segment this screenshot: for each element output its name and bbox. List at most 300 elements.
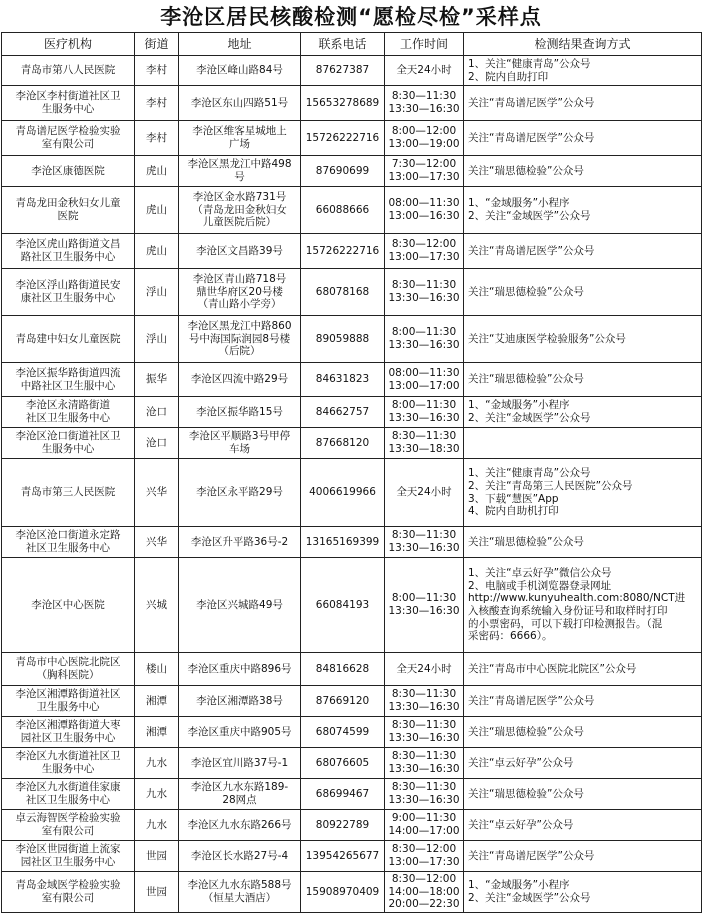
cell-line: 中路社区卫生服中心: [20, 379, 116, 392]
query-method-cell: [464, 779, 702, 810]
institution-cell: [2, 717, 135, 748]
address-cell: [179, 558, 301, 653]
cell-line: 13:30—16:30: [388, 701, 460, 713]
institution-cell: [2, 459, 135, 527]
cell-line: 8:30—12:00: [391, 238, 457, 251]
cell-line: （青岛龙田金秋妇女: [192, 203, 287, 216]
institution-cell: [2, 316, 135, 363]
table-row: [2, 459, 702, 527]
street-cell: 九水: [135, 779, 179, 810]
query-method-cell: [464, 86, 702, 121]
cell-line: 关注“卓云好孕”公众号: [468, 756, 574, 769]
address-cell: [179, 872, 301, 913]
query-method-cell: [464, 316, 702, 363]
table-row: [2, 779, 702, 810]
address-cell: [179, 187, 301, 234]
hours-cell: [385, 810, 464, 841]
cell-line: 号: [234, 171, 245, 183]
cell-line: 关注“瑞思德检验”公众号: [468, 373, 584, 386]
cell-line: 8:00—12:00: [391, 125, 457, 138]
street-cell: 李村: [135, 56, 179, 86]
table-row: [2, 234, 702, 269]
cell-line: 8:30—11:30: [391, 279, 457, 292]
cell-line: 室有限公司: [41, 138, 95, 150]
cell-line: 青岛市中心医院北院区: [15, 656, 121, 669]
address-cell: [179, 397, 301, 428]
table-row: [2, 269, 702, 316]
hours-cell: [385, 428, 464, 459]
street-cell: 湘潭: [135, 686, 179, 717]
institution-cell: [2, 686, 135, 717]
cell-line: 1、“金域服务”小程序: [468, 197, 570, 210]
cell-line: 李沧区重庆中路905号: [187, 725, 292, 738]
address-cell: [179, 717, 301, 748]
cell-line: 20:00—22:30: [388, 898, 460, 911]
cell-line: 8:30—11:30: [391, 750, 457, 763]
header-row: [2, 33, 702, 56]
address-cell: [179, 121, 301, 156]
cell-line: 李沧区中心医院: [31, 598, 105, 611]
hours-cell: [385, 748, 464, 779]
hours-cell: [385, 653, 464, 686]
query-method-cell: [464, 527, 702, 558]
cell-line: 8:30—12:00: [391, 843, 457, 856]
cell-line: 关注“瑞思德检验”公众号: [468, 725, 584, 738]
query-method-cell: [464, 156, 702, 187]
cell-line: 08:00—11:30: [388, 197, 460, 210]
cell-line: 8:30—11:30: [391, 781, 457, 794]
cell-line: 李沧区九水街道佳家康: [15, 781, 121, 794]
cell-line: 8:00—11:30: [391, 326, 457, 339]
cell-line: 生服务中心: [41, 103, 95, 115]
cell-line: 李沧区文昌路39号: [196, 244, 283, 257]
cell-line: 8:30—11:30: [391, 529, 457, 542]
address-cell: [179, 748, 301, 779]
address-cell: [179, 234, 301, 269]
cell-line: 青岛市第三人民医院: [20, 486, 116, 499]
cell-line: （青山路小学旁）: [197, 298, 282, 311]
cell-line: 李沧区虎山路街道文昌: [15, 238, 121, 251]
page-title: 李沧区居民核酸检测“愿检尽检”采样点: [160, 5, 542, 29]
institution-cell: [2, 872, 135, 913]
table-row: [2, 187, 702, 234]
cell-line: 李沧区九水街道社区卫: [15, 750, 121, 763]
cell-line: 关注“瑞思德检验”公众号: [468, 535, 584, 548]
header-cell: 医疗机构: [2, 33, 135, 56]
hours-cell: [385, 363, 464, 397]
cell-line: 08:00—11:30: [388, 366, 460, 379]
query-method-cell: [464, 397, 702, 428]
phone-cell: 84816628: [301, 653, 385, 686]
table-row: [2, 527, 702, 558]
institution-cell: [2, 810, 135, 841]
cell-line: 社区卫生服务中心: [26, 542, 110, 554]
hours-cell: [385, 86, 464, 121]
header-cell: 联系电话: [301, 33, 385, 56]
cell-line: 路社区卫生服务中心: [20, 251, 116, 263]
cell-line: 李沧区长水路27号-4: [190, 849, 289, 862]
hours-cell: [385, 872, 464, 913]
street-cell: 兴华: [135, 459, 179, 527]
cell-line: 广场: [229, 138, 250, 150]
cell-line: 7:30—12:00: [391, 158, 457, 171]
query-method-cell: [464, 810, 702, 841]
phone-cell: 68078168: [301, 269, 385, 316]
table-row: [2, 558, 702, 653]
cell-line: 园社区卫生服务中心: [20, 856, 116, 868]
cell-line: 李沧区九水东路266号: [187, 818, 292, 831]
institution-cell: [2, 363, 135, 397]
cell-line: 生服务中心: [41, 763, 95, 775]
table-row: [2, 810, 702, 841]
cell-line: 关注“瑞思德检验”公众号: [468, 164, 584, 177]
table-row: [2, 316, 702, 363]
phone-cell: 13954265677: [301, 841, 385, 872]
cell-line: 13:00—17:30: [388, 251, 460, 263]
cell-line: 8:00—11:30: [391, 399, 457, 412]
query-method-cell: [464, 653, 702, 686]
cell-line: 关注“青岛谱尼医学”公众号: [468, 694, 595, 707]
institution-cell: [2, 187, 135, 234]
cell-line: 李沧区沧口街道永定路: [15, 529, 121, 542]
phone-cell: 89059888: [301, 316, 385, 363]
institution-cell: [2, 269, 135, 316]
cell-line: 青岛金域医学检验实验: [15, 879, 121, 892]
cell-line: 卓云海智医学检验实验: [15, 812, 121, 825]
phone-cell: 66088666: [301, 187, 385, 234]
cell-line: 13:00—17:30: [388, 856, 460, 868]
street-cell: 浮山: [135, 316, 179, 363]
hours-cell: [385, 841, 464, 872]
hours-cell: [385, 156, 464, 187]
cell-line: 关注“青岛谱尼医学”公众号: [468, 244, 595, 257]
institution-cell: [2, 234, 135, 269]
cell-line: 青岛谱尼医学检验实验: [15, 125, 121, 138]
cell-line: 李沧区维客星城地上: [192, 125, 287, 138]
hours-cell: [385, 686, 464, 717]
cell-line: 李沧区浮山路街道民安: [15, 279, 121, 292]
cell-line: 1、关注“健康青岛”公众号: [468, 467, 591, 480]
hours-cell: [385, 459, 464, 527]
cell-line: 李沧区黑龙江中路498: [187, 158, 292, 171]
cell-line: 全天24小时: [396, 486, 452, 499]
phone-cell: 15726222716: [301, 234, 385, 269]
address-cell: [179, 363, 301, 397]
cell-line: 关注“瑞思德检验”公众号: [468, 285, 584, 298]
cell-line: 关注“青岛谱尼医学”公众号: [468, 849, 595, 862]
table-row: [2, 872, 702, 913]
cell-line: 车场: [229, 443, 250, 455]
phone-cell: 68076605: [301, 748, 385, 779]
cell-line: 14:00—18:00: [388, 885, 460, 898]
cell-line: 13:00—16:30: [388, 210, 460, 222]
cell-line: 生服务中心: [41, 443, 95, 455]
cell-line: 青岛市第八人民医院: [20, 64, 116, 77]
cell-line: 关注“青岛谱尼医学”公众号: [468, 96, 595, 109]
street-cell: 楼山: [135, 653, 179, 686]
institution-cell: [2, 56, 135, 86]
address-cell: [179, 779, 301, 810]
query-method-cell: [464, 121, 702, 156]
hours-cell: [385, 316, 464, 363]
institution-cell: [2, 121, 135, 156]
street-cell: 世园: [135, 872, 179, 913]
cell-line: 号中海国际润园8号楼: [188, 332, 291, 345]
cell-line: 4、院内自助机打印: [468, 505, 559, 518]
cell-line: 李沧区九水东路588号: [187, 879, 292, 892]
institution-cell: [2, 86, 135, 121]
sampling-sites-table: [1, 32, 702, 913]
street-cell: 九水: [135, 810, 179, 841]
address-cell: [179, 428, 301, 459]
phone-cell: 66084193: [301, 558, 385, 653]
table-row: [2, 686, 702, 717]
cell-line: 儿童医院后院）: [202, 216, 277, 229]
cell-line: 全天24小时: [396, 64, 452, 77]
street-cell: 九水: [135, 748, 179, 779]
cell-line: 李沧区康德医院: [31, 164, 105, 177]
cell-line: 李沧区平顺路3号甲停: [188, 430, 291, 443]
cell-line: 13:30—16:30: [388, 412, 460, 424]
cell-line: 13:00—17:00: [388, 379, 460, 392]
cell-line: 关注“青岛谱尼医学”公众号: [468, 131, 595, 144]
hours-cell: [385, 187, 464, 234]
query-method-cell: [464, 269, 702, 316]
phone-cell: 13165169399: [301, 527, 385, 558]
cell-line: 李沧区振华路街道四流: [15, 366, 121, 379]
cell-line: 李沧区永平路29号: [196, 486, 283, 499]
institution-cell: [2, 156, 135, 187]
hours-cell: [385, 269, 464, 316]
hours-cell: [385, 121, 464, 156]
query-method-cell: [464, 187, 702, 234]
hours-cell: [385, 779, 464, 810]
table-row: [2, 363, 702, 397]
table-row: [2, 56, 702, 86]
query-method-cell: [464, 717, 702, 748]
table-row: [2, 841, 702, 872]
phone-cell: 87669120: [301, 686, 385, 717]
cell-line: 李沧区振华路15号: [196, 405, 283, 418]
cell-line: 13:30—16:30: [388, 339, 460, 351]
address-cell: [179, 56, 301, 86]
address-cell: [179, 841, 301, 872]
query-method-cell: [464, 428, 702, 459]
cell-line: 8:30—11:30: [391, 688, 457, 701]
phone-cell: 87627387: [301, 56, 385, 86]
cell-line: 李沧区李村街道社区卫: [15, 90, 121, 103]
header-cell: 地址: [179, 33, 301, 56]
phone-cell: 87690699: [301, 156, 385, 187]
cell-line: 园社区卫生服务中心: [20, 732, 116, 744]
table-row: [2, 121, 702, 156]
phone-cell: 15653278689: [301, 86, 385, 121]
cell-line: 李沧区湘潭路街道大枣: [15, 719, 121, 732]
query-method-cell: [464, 56, 702, 86]
cell-line: 8:00—11:30: [391, 592, 457, 605]
cell-line: 的小票密码，可以下载打印检测报告。（混: [468, 617, 663, 630]
street-cell: 兴华: [135, 527, 179, 558]
hours-cell: [385, 234, 464, 269]
cell-line: 青岛建中妇女儿童医院: [15, 332, 121, 345]
table-row: [2, 428, 702, 459]
cell-line: 2、关注“金域医学”公众号: [468, 892, 591, 904]
cell-line: 鼎世华府区20号楼: [196, 285, 283, 298]
cell-line: 李沧区湘潭路38号: [196, 694, 283, 707]
cell-line: 李沧区黑龙江中路860: [187, 320, 292, 333]
cell-line: 14:00—17:00: [388, 825, 460, 837]
cell-line: 李沧区宜川路37号-1: [190, 756, 289, 769]
phone-cell: 4006619966: [301, 459, 385, 527]
cell-line: 1、关注“卓云好孕”微信公众号: [468, 567, 612, 580]
cell-line: 13:30—16:30: [388, 542, 460, 554]
cell-line: 社区卫生服务中心: [26, 794, 110, 806]
cell-line: 李沧区重庆中路896号: [187, 662, 292, 675]
institution-cell: [2, 748, 135, 779]
institution-cell: [2, 779, 135, 810]
cell-line: （胸科医院）: [36, 669, 100, 681]
cell-line: 28网点: [222, 794, 257, 806]
cell-line: 关注“青岛市中心医院北院区”公众号: [468, 662, 637, 675]
cell-line: 采密码：6666）。: [468, 630, 553, 643]
cell-line: 9:00—11:30: [391, 812, 457, 825]
phone-cell: 84631823: [301, 363, 385, 397]
hours-cell: [385, 717, 464, 748]
address-cell: [179, 156, 301, 187]
hours-cell: [385, 527, 464, 558]
cell-line: 关注“瑞思德检验”公众号: [468, 787, 584, 800]
street-cell: 湘潭: [135, 717, 179, 748]
address-cell: [179, 653, 301, 686]
cell-line: 8:30—11:30: [391, 719, 457, 732]
institution-cell: [2, 527, 135, 558]
hours-cell: [385, 558, 464, 653]
query-method-cell: [464, 748, 702, 779]
street-cell: 虎山: [135, 234, 179, 269]
cell-line: 2、关注“金域医学”公众号: [468, 210, 591, 222]
cell-line: 8:30—12:00: [391, 873, 457, 886]
hours-cell: [385, 56, 464, 86]
cell-line: 李沧区金水路731号: [192, 191, 287, 204]
phone-cell: 15908970409: [301, 872, 385, 913]
cell-line: 李沧区沧口街道社区卫: [15, 430, 121, 443]
cell-line: 13:30—16:30: [388, 794, 460, 806]
table-row: [2, 397, 702, 428]
cell-line: 入核酸查询系统输入身份证号和取样时打印: [468, 605, 668, 617]
cell-line: 1、关注“健康青岛”公众号: [468, 57, 591, 70]
phone-cell: 68074599: [301, 717, 385, 748]
address-cell: [179, 686, 301, 717]
street-cell: 李村: [135, 121, 179, 156]
cell-line: 李沧区青山路718号: [192, 273, 287, 286]
cell-line: （恒星大酒店）: [202, 892, 277, 904]
cell-line: 关注“艾迪康医学检验服务”公众号: [468, 332, 626, 345]
cell-line: 医院: [57, 210, 79, 222]
cell-line: 8:30—11:30: [391, 430, 457, 443]
street-cell: 虎山: [135, 156, 179, 187]
institution-cell: [2, 428, 135, 459]
cell-line: 李沧区四流中路29号: [190, 373, 289, 386]
cell-line: （后院）: [218, 345, 261, 358]
phone-cell: 15726222716: [301, 121, 385, 156]
street-cell: 振华: [135, 363, 179, 397]
cell-line: 卫生服务中心: [36, 701, 100, 713]
query-method-cell: [464, 872, 702, 913]
table-row: [2, 86, 702, 121]
institution-cell: [2, 653, 135, 686]
address-cell: [179, 527, 301, 558]
table-row: [2, 748, 702, 779]
cell-line: 13:30—16:30: [388, 103, 460, 115]
header-cell: 检测结果查询方式: [464, 33, 702, 56]
table-row: [2, 653, 702, 686]
cell-line: http://www.kunyuhealth.com:8080/NCT进: [468, 592, 686, 605]
cell-line: 李沧区九水东路189-: [190, 781, 289, 794]
phone-cell: 68699467: [301, 779, 385, 810]
cell-line: 李沧区峰山路84号: [196, 64, 283, 77]
street-cell: 浮山: [135, 269, 179, 316]
cell-line: 13:00—17:30: [388, 171, 460, 183]
cell-line: 3、下载“慧医”App: [468, 492, 559, 505]
cell-line: 李沧区湘潭路街道社区: [15, 688, 121, 701]
header-cell: 工作时间: [385, 33, 464, 56]
query-method-cell: [464, 234, 702, 269]
street-cell: 沧口: [135, 428, 179, 459]
phone-cell: 80922789: [301, 810, 385, 841]
cell-line: 李沧区东山四路51号: [190, 96, 289, 109]
street-cell: 虎山: [135, 187, 179, 234]
cell-line: 全天24小时: [396, 662, 452, 675]
institution-cell: [2, 558, 135, 653]
header-cell: 街道: [135, 33, 179, 56]
cell-line: 社区卫生服务中心: [26, 412, 110, 424]
address-cell: [179, 459, 301, 527]
street-cell: 兴城: [135, 558, 179, 653]
query-method-cell: [464, 841, 702, 872]
address-cell: [179, 810, 301, 841]
cell-line: 13:30—16:30: [388, 292, 460, 304]
cell-line: 康社区卫生服务中心: [20, 292, 116, 304]
institution-cell: [2, 841, 135, 872]
phone-cell: 87668120: [301, 428, 385, 459]
cell-line: 1、“金域服务”小程序: [468, 879, 570, 892]
street-cell: 世园: [135, 841, 179, 872]
cell-line: 李沧区升平路36号-2: [190, 535, 289, 548]
hours-cell: [385, 397, 464, 428]
cell-line: 2、院内自助打印: [468, 70, 549, 83]
phone-cell: 84662757: [301, 397, 385, 428]
cell-line: 13:30—16:30: [388, 763, 460, 775]
cell-line: 13:00—19:00: [388, 138, 460, 150]
cell-line: 2、关注“青岛第三人民医院”公众号: [468, 479, 633, 492]
street-cell: 沧口: [135, 397, 179, 428]
table-row: [2, 717, 702, 748]
table-row: [2, 156, 702, 187]
cell-line: 关注“卓云好孕”公众号: [468, 818, 574, 831]
address-cell: [179, 269, 301, 316]
cell-line: 李沧区永清路街道: [26, 399, 110, 412]
cell-line: 2、关注“金域医学”公众号: [468, 412, 591, 424]
query-method-cell: [464, 686, 702, 717]
cell-line: 13:30—18:30: [388, 443, 460, 455]
cell-line: 2、电脑或手机浏览器登录网址: [468, 579, 612, 592]
address-cell: [179, 316, 301, 363]
cell-line: 13:30—16:30: [388, 732, 460, 744]
query-method-cell: [464, 363, 702, 397]
query-method-cell: [464, 558, 702, 653]
cell-line: 13:30—16:30: [388, 605, 460, 617]
cell-line: 李沧区兴城路49号: [196, 598, 283, 611]
